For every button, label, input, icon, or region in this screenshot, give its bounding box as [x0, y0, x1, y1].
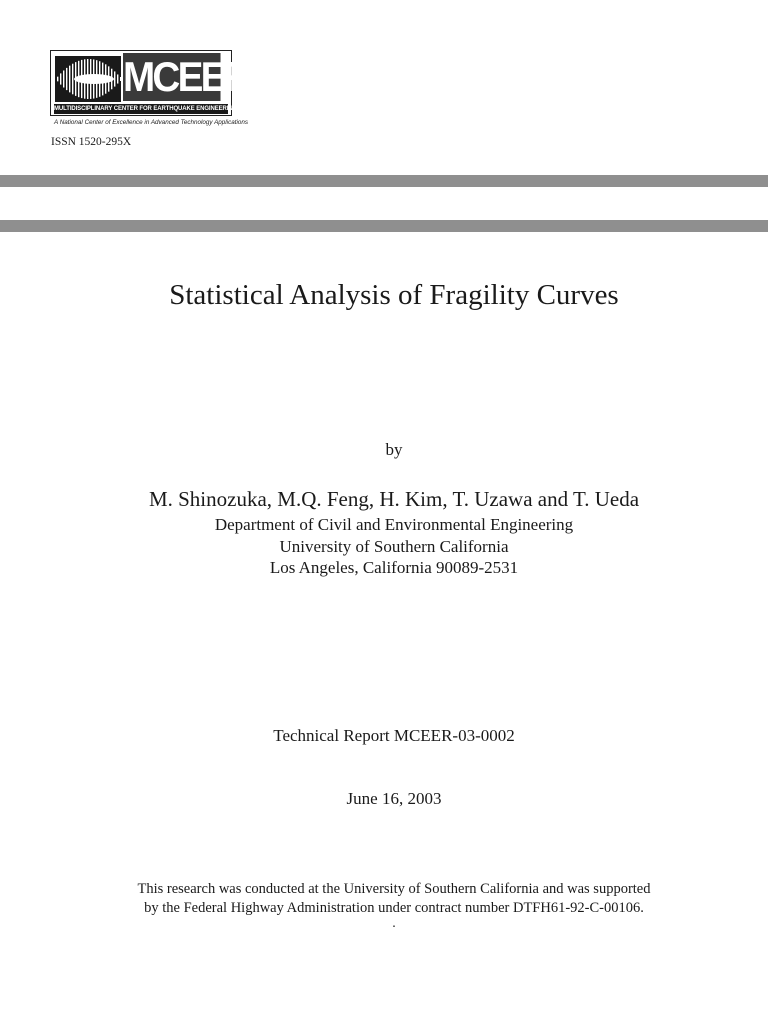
emblem-lens — [74, 74, 114, 84]
emblem-stripe — [63, 70, 64, 87]
header-rule-top — [0, 175, 768, 187]
by-line: by — [385, 440, 403, 459]
issn-number: ISSN 1520-295X — [51, 136, 132, 148]
affiliation-location: Los Angeles, California 90089-2531 — [269, 558, 519, 577]
emblem-stripe — [114, 71, 115, 86]
logo-wordmark: MCEER — [123, 53, 249, 100]
emblem-stripe — [57, 77, 58, 82]
logo-tagline: A National Center of Excellence in Advanced Technology Applications — [54, 119, 249, 126]
emblem-stripe — [117, 74, 118, 83]
emblem-stripe — [60, 73, 61, 84]
emblem-stripe — [72, 64, 73, 95]
acknowledgement-line-2: by the Federal Highway Administration under contract number DTFH61-92-C-00106. — [144, 900, 644, 916]
mceer-logo — [50, 50, 272, 116]
emblem-stripe — [120, 77, 121, 81]
acknowledgement-line-1: This research was conducted at the University of Southern California and was supported — [137, 881, 651, 897]
logo-subtitle: MULTIDISCIPLINARY CENTER FOR EARTHQUAKE ENGINEERING RESEARCH — [54, 106, 272, 112]
header-rule-bottom — [0, 220, 768, 232]
report-date: June 16, 2003 — [346, 789, 442, 808]
seismic-wave-icon — [55, 56, 121, 102]
affiliation-department: Department of Civil and Environmental Engineering — [214, 515, 574, 534]
acknowledgement-trailing-mark: . — [392, 916, 396, 931]
report-title: Statistical Analysis of Fragility Curves — [169, 279, 619, 311]
emblem-stripe — [69, 66, 70, 93]
report-number: Technical Report MCEER-03-0002 — [273, 726, 515, 745]
emblem-stripe — [66, 68, 67, 90]
author-list: M. Shinozuka, M.Q. Feng, H. Kim, T. Uzawa and T. Ueda — [148, 487, 640, 511]
affiliation-university: University of Southern California — [279, 537, 509, 556]
